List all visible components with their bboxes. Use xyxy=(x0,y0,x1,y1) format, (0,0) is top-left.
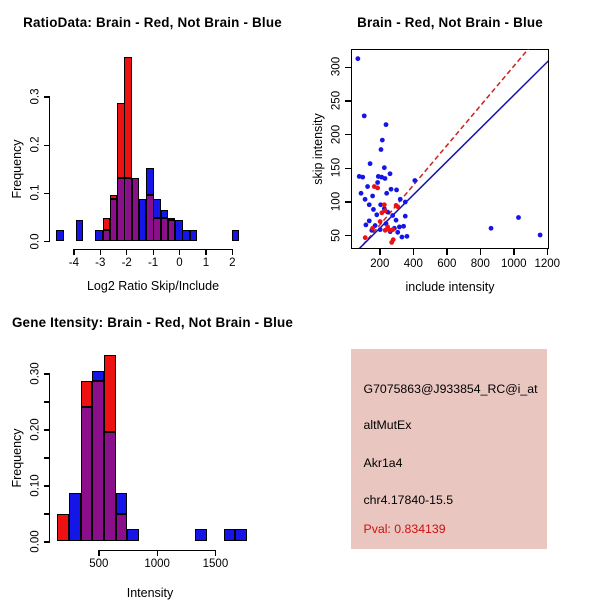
notbrain-point xyxy=(384,191,389,196)
brain-point xyxy=(390,227,395,232)
y-tick-label: 0.00 xyxy=(29,530,42,553)
x-tick-label: 200 xyxy=(370,257,390,270)
y-axis-tick xyxy=(345,134,351,135)
x-axis-tick xyxy=(446,249,447,255)
y-axis-tick xyxy=(44,457,50,458)
notbrain-point xyxy=(367,218,372,223)
scatter-xlabel: include intensity xyxy=(405,280,495,294)
x-tick-label: 2 xyxy=(229,257,236,269)
hist-bar-segment xyxy=(92,371,104,381)
hist-bar-segment xyxy=(235,529,247,541)
x-tick-label: 0 xyxy=(176,257,183,269)
pval-text: Pval: 0.834139 xyxy=(363,522,446,537)
chromosome-location-text: chr4.17840-15.5 xyxy=(363,493,454,508)
notbrain-point xyxy=(360,175,365,180)
x-axis-tick xyxy=(179,249,180,255)
notbrain-point xyxy=(412,178,417,183)
hist-bar-segment xyxy=(116,493,128,515)
brain-point xyxy=(370,226,375,231)
y-axis-tick xyxy=(44,429,50,430)
notbrain-point xyxy=(516,215,521,220)
hist-bar-segment xyxy=(95,230,102,241)
y-tick-label: 0.2 xyxy=(29,136,42,153)
hist-bar-segment xyxy=(76,220,83,241)
y-axis-tick xyxy=(345,235,351,236)
x-axis-tick xyxy=(205,249,206,255)
x-tick-label: 500 xyxy=(89,558,109,570)
x-tick-label: 600 xyxy=(437,257,457,270)
notbrain-point xyxy=(378,227,383,232)
hist-bar-segment xyxy=(81,407,93,541)
gene-hist-title: Gene Itensity: Brain - Red, Not Brain - Blue xyxy=(11,315,294,330)
notbrain-point xyxy=(368,161,373,166)
y-tick-label: 0.1 xyxy=(29,184,42,201)
hist-bar-segment xyxy=(232,230,239,241)
y-tick-label: 100 xyxy=(330,191,343,211)
ratio-hist-ylabel: Frequency xyxy=(10,139,24,199)
y-axis-tick xyxy=(44,401,50,402)
x-axis-tick xyxy=(413,249,414,255)
x-tick-label: -2 xyxy=(121,257,132,269)
x-axis-tick xyxy=(157,550,158,556)
hist-bar-segment xyxy=(56,230,63,241)
notbrain-point xyxy=(375,180,380,185)
brain-point xyxy=(379,210,384,215)
notbrain-point xyxy=(389,187,394,192)
brain-point xyxy=(378,219,383,224)
gene-hist-xlabel: Intensity xyxy=(126,586,174,600)
y-axis-tick xyxy=(44,541,50,542)
x-axis-tick xyxy=(215,550,216,556)
y-axis-tick xyxy=(44,373,50,374)
notbrain-point xyxy=(364,223,369,228)
y-axis-tick xyxy=(44,241,50,242)
hist-bar-segment xyxy=(69,493,81,542)
y-axis-tick xyxy=(44,145,50,146)
y-axis-tick xyxy=(345,168,351,169)
gene-hist-ylabel: Frequency xyxy=(10,428,24,488)
notbrain-point xyxy=(395,230,400,235)
hist-bar-segment xyxy=(104,432,116,542)
notbrain-point xyxy=(365,184,370,189)
x-tick-label: -4 xyxy=(68,257,79,269)
notbrain-point xyxy=(403,214,408,219)
y-axis-tick xyxy=(345,201,351,202)
notbrain-point xyxy=(359,191,364,196)
y-tick-label: 0.0 xyxy=(29,233,42,249)
hist-bar-segment xyxy=(190,230,197,241)
x-tick-label: 1200 xyxy=(534,257,561,270)
y-tick-label: 0.30 xyxy=(29,362,42,385)
x-axis-tick xyxy=(232,249,233,255)
x-tick-label: 1500 xyxy=(202,558,229,570)
notbrain-point xyxy=(403,200,408,205)
y-axis-tick xyxy=(345,67,351,68)
x-tick-label: 1 xyxy=(202,257,210,269)
y-axis-tick xyxy=(44,193,50,194)
notbrain-point xyxy=(355,56,360,61)
hist-bar-segment xyxy=(127,529,139,541)
y-tick-label: 0.10 xyxy=(29,474,42,497)
x-tick-label: 800 xyxy=(470,257,490,270)
hist-bar-segment xyxy=(146,168,153,195)
x-axis-tick xyxy=(73,249,74,255)
brain-point xyxy=(375,185,380,190)
brain-point xyxy=(383,228,388,233)
hist-bar-segment xyxy=(153,199,160,218)
notbrain-point xyxy=(384,122,389,127)
hist-bar-segment xyxy=(110,195,117,199)
hist-bar-segment xyxy=(168,220,175,241)
hist-bar-segment xyxy=(224,529,236,541)
x-axis-tick xyxy=(100,249,101,255)
hist-bar-segment xyxy=(124,57,131,178)
y-axis-tick xyxy=(44,513,50,514)
hist-bar-segment xyxy=(104,355,116,432)
notbrain-point xyxy=(401,224,406,229)
y-tick-label: 300 xyxy=(330,57,343,77)
hist-bar-segment xyxy=(57,514,69,541)
y-axis-line xyxy=(49,96,50,242)
hist-bar-segment xyxy=(124,178,131,241)
hist-bar-segment xyxy=(81,381,93,407)
notbrain-point xyxy=(489,226,494,231)
x-tick-label: -1 xyxy=(147,257,159,269)
notbrain-point xyxy=(398,197,403,202)
hist-bar-segment xyxy=(110,199,117,241)
notbrain-point xyxy=(394,188,399,193)
probe-id-text: G7075863@J933854_RC@i_at xyxy=(363,382,538,397)
notbrain-point xyxy=(405,234,410,239)
notbrain-point xyxy=(362,113,367,118)
gene-info-panel xyxy=(351,349,547,549)
hist-bar-segment xyxy=(116,514,128,541)
notbrain-point xyxy=(379,147,384,152)
notbrain-point xyxy=(367,202,372,207)
y-tick-label: 0.20 xyxy=(29,418,42,441)
x-tick-label: 400 xyxy=(403,257,423,270)
scatter-canvas xyxy=(351,49,548,248)
y-tick-label: 50 xyxy=(330,228,343,242)
notbrain-point xyxy=(390,213,395,218)
notbrain-point xyxy=(394,218,399,223)
hist-bar-segment xyxy=(195,529,207,541)
x-axis-tick xyxy=(98,550,99,556)
scatter-ylabel: skip intensity xyxy=(311,113,325,185)
notbrain-point xyxy=(538,233,543,238)
notbrain-point xyxy=(380,138,385,143)
y-tick-label: 0.3 xyxy=(29,88,42,105)
x-axis-tick xyxy=(379,249,380,255)
notbrain-point xyxy=(388,171,393,176)
notbrain-point xyxy=(383,176,388,181)
notbrain-point xyxy=(363,197,368,202)
gene-name-text: Akr1a4 xyxy=(363,456,403,471)
hist-bar-segment xyxy=(161,210,168,218)
brain-point xyxy=(363,235,368,240)
y-tick-label: 200 xyxy=(330,124,343,144)
x-axis-tick xyxy=(153,249,154,255)
notbrain-point xyxy=(382,165,387,170)
scatter-title: Brain - Red, Not Brain - Blue xyxy=(357,15,543,30)
x-tick-label: 1000 xyxy=(501,257,527,270)
notbrain-point xyxy=(371,207,376,212)
y-axis-tick xyxy=(345,100,351,101)
hist-bar-segment xyxy=(182,230,189,241)
notbrain-point xyxy=(370,194,375,199)
model-text: altMutEx xyxy=(363,418,412,433)
y-axis-tick xyxy=(44,96,50,97)
brain-point xyxy=(395,204,400,209)
brain-point xyxy=(389,240,394,245)
x-axis-tick xyxy=(480,249,481,255)
hist-bar-segment xyxy=(168,218,175,220)
x-axis-tick xyxy=(547,249,548,255)
x-tick-label: -3 xyxy=(95,257,106,269)
ratio-hist-title: RatioData: Brain - Red, Not Brain - Blue xyxy=(23,15,282,30)
notbrain-point xyxy=(374,212,379,217)
y-axis-tick xyxy=(44,485,50,486)
hist-bar-segment xyxy=(139,199,146,241)
notbrain-point xyxy=(400,235,405,240)
x-tick-label: 1000 xyxy=(144,558,170,570)
ratio-hist-xlabel: Log2 Ratio Skip/Include xyxy=(86,279,220,293)
brain-point xyxy=(382,202,387,207)
x-axis-tick xyxy=(126,249,127,255)
y-tick-label: 250 xyxy=(330,90,343,110)
notbrain-point xyxy=(397,225,402,230)
x-axis-tick xyxy=(513,249,514,255)
y-tick-label: 150 xyxy=(330,158,343,178)
hist-bar-segment xyxy=(153,218,160,241)
hist-bar-segment xyxy=(92,381,104,541)
